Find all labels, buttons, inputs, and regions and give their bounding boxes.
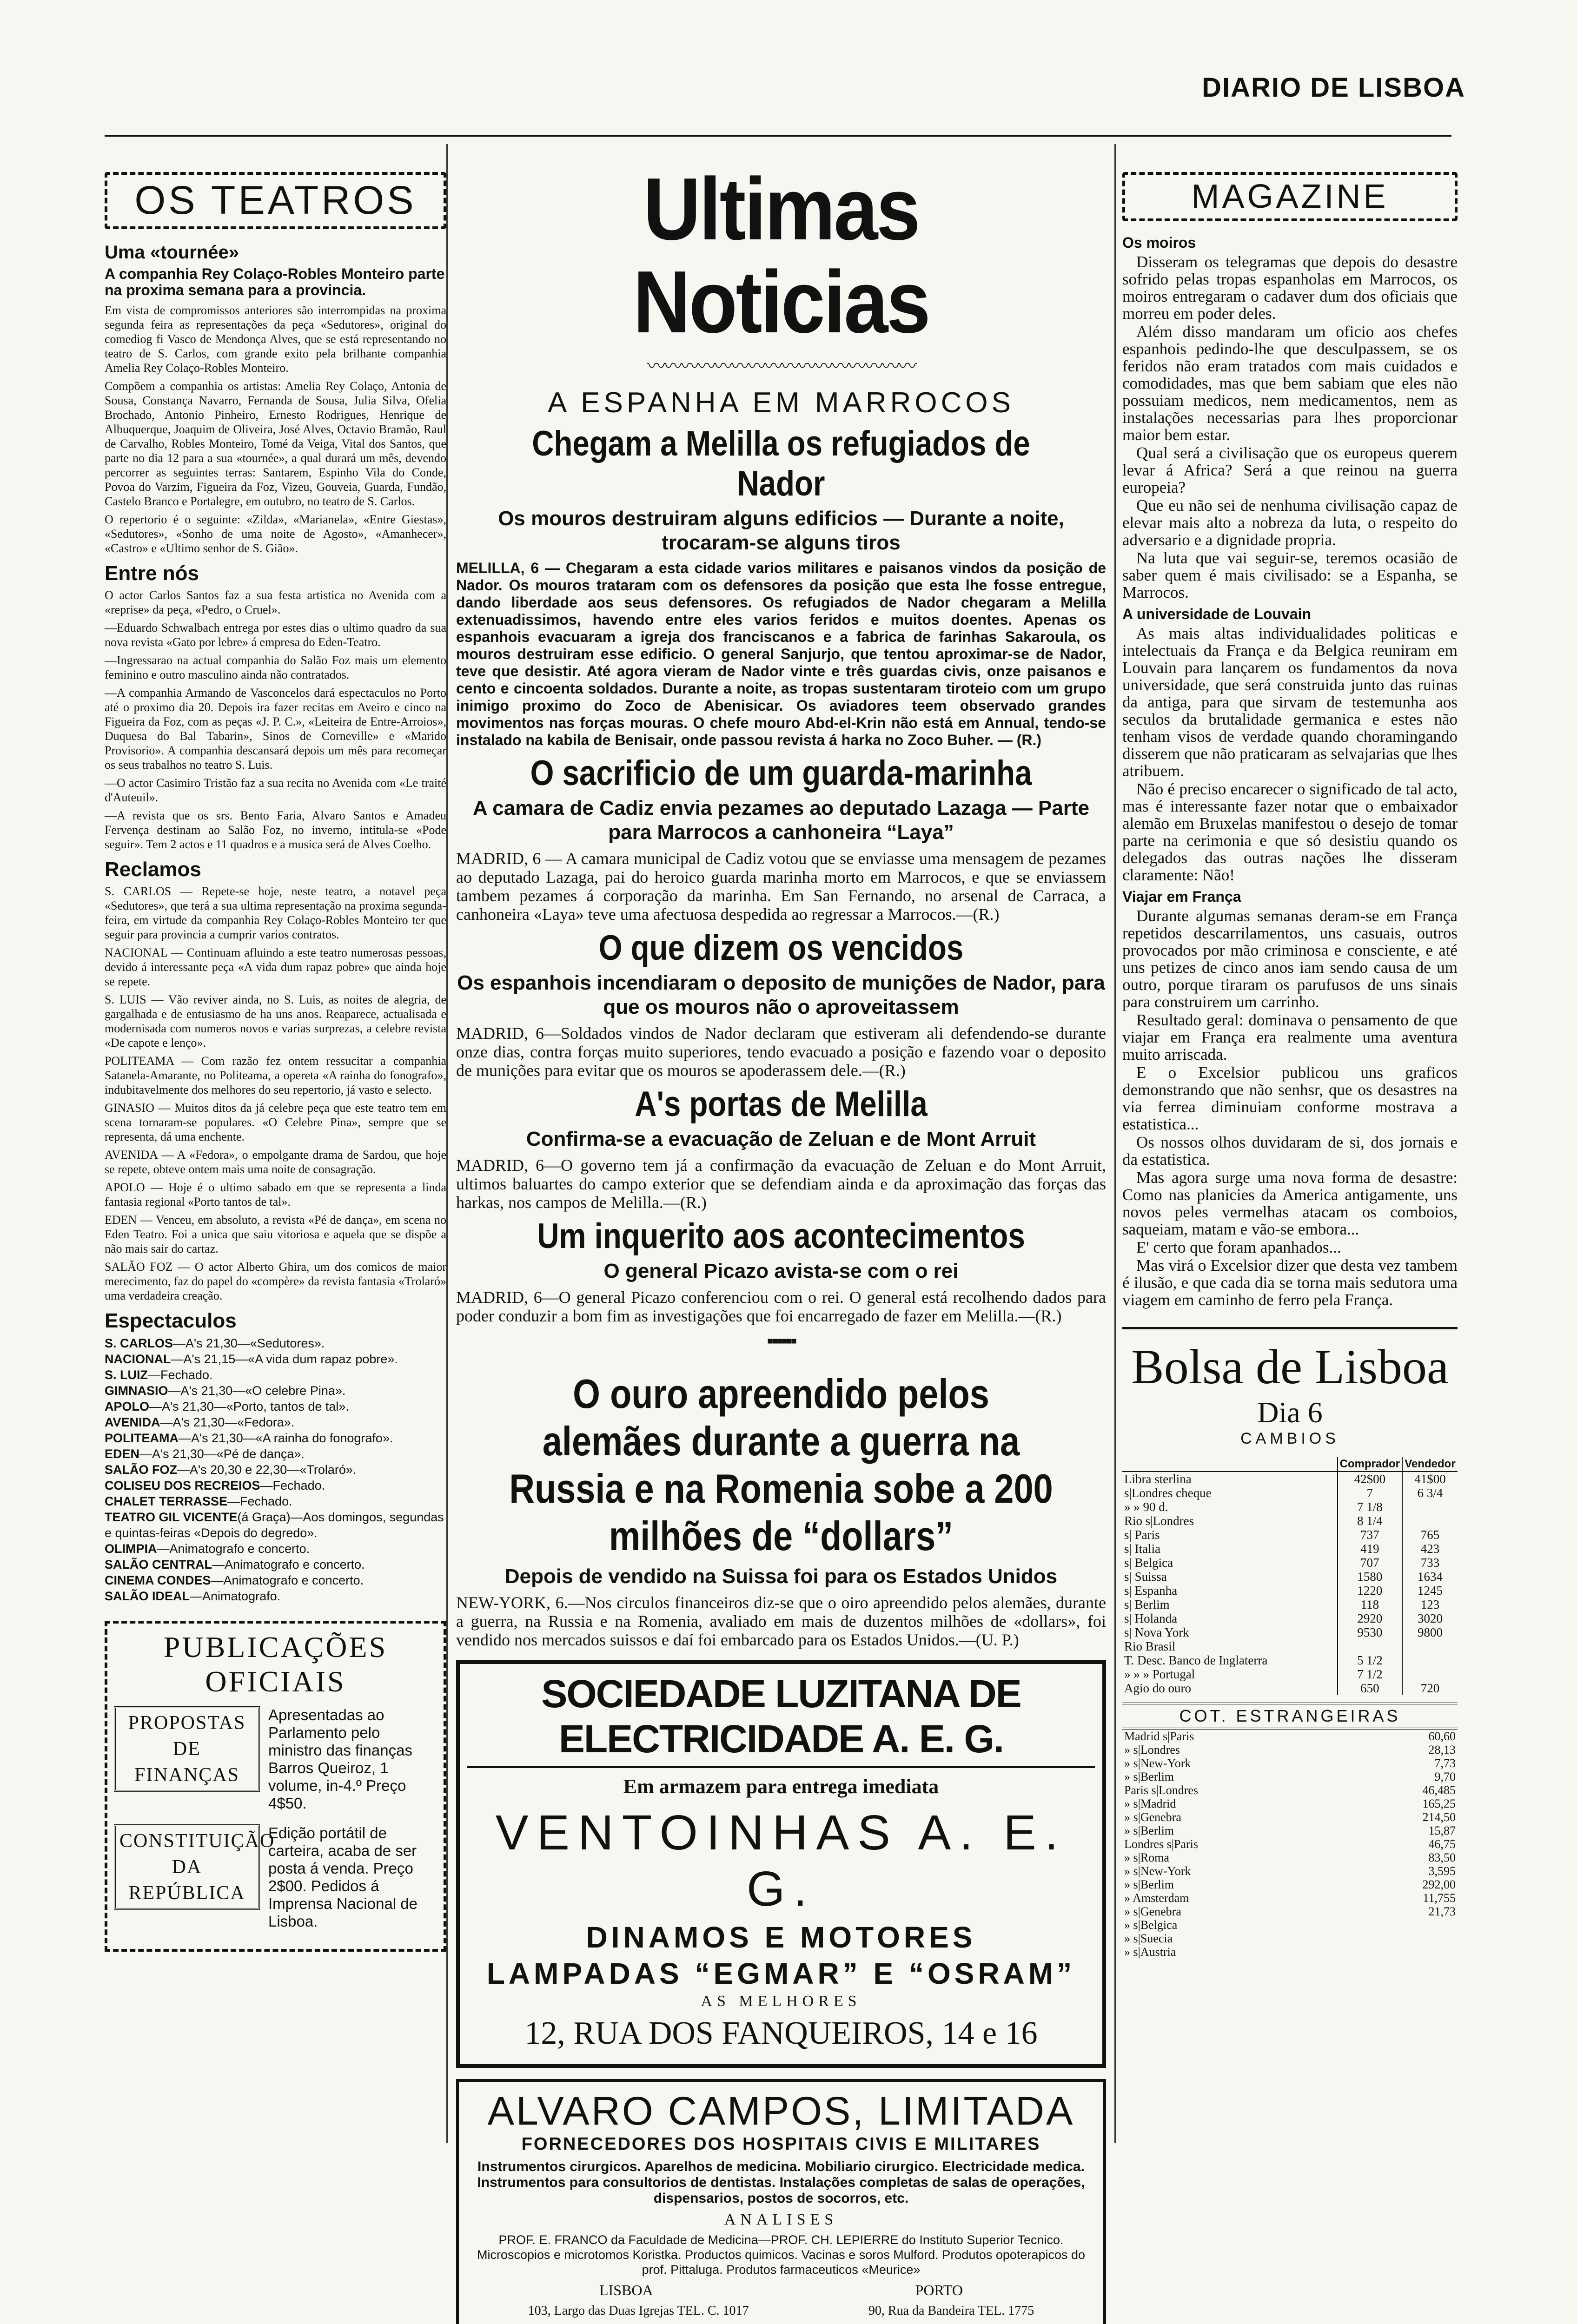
- cambios-header-vendedor: Vendedor: [1402, 1457, 1458, 1472]
- espectaculo-venue: OLIMPIA: [105, 1542, 157, 1556]
- ad-electricidade-lampadas: LAMPADAS “EGMAR” E “OSRAM”: [486, 1957, 1076, 1990]
- espectaculo-venue: CHALET TERRASSE: [105, 1494, 228, 1508]
- cambio-vendedor: 1634: [1402, 1570, 1458, 1584]
- ad-electricidade-dinamos: DINAMOS E MOTORES: [586, 1921, 976, 1954]
- espectaculo-details: —A's 21,15—«A vida dum rapaz pobre».: [171, 1352, 398, 1366]
- espectaculo-item: [105, 1541, 446, 1557]
- cambio-row: [1122, 1500, 1458, 1514]
- cot-row: [1122, 1837, 1458, 1851]
- espectaculo-item: [105, 1335, 446, 1351]
- espectaculo-venue: NACIONAL: [105, 1352, 171, 1366]
- publicacoes-box: [105, 1621, 446, 1952]
- cot-row: [1122, 1770, 1458, 1783]
- cot-label: » Amsterdam: [1124, 1891, 1189, 1905]
- espectaculo-venue: AVENIDA: [105, 1415, 160, 1429]
- cambio-comprador: 650: [1338, 1681, 1402, 1695]
- cambio-label: s| Paris: [1124, 1528, 1160, 1542]
- cot-label: » s|Berlim: [1124, 1878, 1174, 1891]
- ad-alvaro-subtitle: FORNECEDORES DOS HOSPITAIS CIVIS E MILITARES: [521, 2134, 1041, 2154]
- cot-label: » s|Genebra: [1124, 1905, 1181, 1918]
- reclamo-paragraph: NACIONAL — Continuam afluindo a este teatro numerosas pessoas, devido á interessante peça «A vida dum rapaz pobre» que ainda hoje se repete.: [105, 946, 446, 988]
- cambio-label: s| Nova York: [1124, 1625, 1189, 1639]
- publicacoes-heading: PUBLICAÇÕES OFICIAIS: [163, 1631, 388, 1698]
- subheadline-portas-melilla: Confirma-se a evacuação de Zeluan e de Mont Arruit: [526, 1128, 1036, 1150]
- cambio-comprador: 118: [1338, 1598, 1402, 1611]
- espectaculo-item: [105, 1367, 446, 1383]
- right-column: [1116, 144, 1458, 2143]
- cot-row: [1122, 1783, 1458, 1797]
- cambio-comprador: [1338, 1639, 1402, 1653]
- reclamo-paragraph: AVENIDA — A «Fedora», o empolgante drama de Sardou, que hoje se repete, obteve ontem mais uma noite de consagração.: [105, 1148, 446, 1176]
- espectaculo-item: [105, 1351, 446, 1367]
- cot-label: » s|Belgica: [1124, 1918, 1178, 1932]
- espectaculo-item: [105, 1493, 446, 1509]
- ad-electricidade-address: 12, RUA DOS FANQUEIROS, 14 e 16: [524, 2015, 1038, 2051]
- espectaculo-details: —A's 21,30—«Pé de dança».: [139, 1447, 305, 1461]
- cambio-vendedor: 123: [1402, 1598, 1458, 1611]
- espectaculo-item: [105, 1572, 446, 1588]
- middle-column: [446, 144, 1116, 2318]
- bolsa-title: Bolsa de Lisboa: [1122, 1327, 1458, 1395]
- cambio-comprador: 5 1/2: [1338, 1653, 1402, 1667]
- publication-label: CONSTITUIÇÃO DA REPÚBLICA: [114, 1824, 260, 1910]
- article-inquerito: MADRID, 6—O general Picazo conferenciou com o rei. O general está recolhendo dados para poder conduzir a bom fim as investigações que foi encarregado de fazer em Melilla.—(R.): [456, 1288, 1106, 1325]
- tourne-paragraph: Compõem a companhia os artistas: Amelia Rey Colaço, Antonia de Sousa, Constança Navarro, Fernanda de Sousa, Julia Silva, Ofelia Brochado, Antonio Pinheiro, Ernesto Rodrigues, Henrique de Albuquerque, Joaquim de Oliveira, José Alves, Octavio Bramão, Raul de Carvalho, Robles Monteiro, Tomé da Veiga, Vital dos Santos, que parte no dia 12 para a sua «tournée», a qual durará um mês, devendo percorrer as seguintes terras: Santarem, Espinho Vila do Conde, Povoa do Varzim, Figueira da Foz, Vizeu, Gouveia, Guarda, Fundão, Castelo Branco e Portalegre, em outubro, no teatro de S. Carlos.: [105, 379, 446, 508]
- cambio-label: s| Holanda: [1124, 1611, 1178, 1625]
- tourne-subheading: A companhia Rey Colaço-Robles Monteiro parte na proxima semana para a provincia.: [105, 265, 445, 298]
- cambio-vendedor: 1245: [1402, 1584, 1458, 1598]
- ad-electricidade: [456, 1660, 1106, 2068]
- entre-nos-paragraph: —Ingressarao na actual companhia do Salão Foz mais um elemento feminino e outro masculino ainda não contratados.: [105, 654, 446, 681]
- tourne-paragraph: O repertorio é o seguinte: «Zilda», «Marianela», «Entre Giestas», «Sedutores», «Sonho de uma noite de Agosto», «Amanhecer», «Castro» e «Ultimo senhor de S. Gião».: [105, 513, 446, 555]
- publication-item: [114, 1706, 437, 1812]
- cot-row: [1122, 1730, 1458, 1743]
- publication-label: PROPOSTAS DE FINANÇAS: [114, 1706, 260, 1792]
- masthead: DIARIO DE LISBOA: [1202, 73, 1465, 103]
- espectaculo-details: —A's 21,30—«Fedora».: [160, 1415, 295, 1429]
- top-rule: [105, 135, 1451, 137]
- cambio-label: s| Suissa: [1124, 1570, 1167, 1584]
- cot-value: 60,60: [1428, 1730, 1456, 1743]
- espectaculo-venue: S. CARLOS: [105, 1336, 173, 1350]
- cambios-header-blank: [1122, 1457, 1338, 1472]
- article-melilla: MELILLA, 6 — Chegaram a esta cidade varios militares e paisanos vindos da posição de Nador. Os mouros trataram com os defensores da posição que esta lhe fosse entregue, dando liberdade aos seus defensores. Os refugiados de Nador chegaram a Melilla extenuadissimos, havendo entre eles varios feridos e muitos doentes. Apenas os espanhois evacuaram a igreja dos franciscanos e a fabrica de farinhas Sakaroula, os mouros destruiram esse edificio. O general Sanjurjo, que tentou aproximar-se de Nador, teve que desistir. Até agora vieram de Nador vinte e três guardas civis, onze paisanos e cento e cincoenta soldados. Durante a noite, as tropas sustentaram tiroteio com um grupo inimigo proximo do Zoco de Abenisicar. Os aviadores teem observado grandes movimentos nas forças mouras. O chefe mouro Abd-el-Krin não está em Annual, tendo-se instalado na kabila de Benisair, onde passou revista á harka no Zoco Buher. — (R.): [456, 560, 1106, 748]
- headline-ouro: O ouro apreendido pelos alemães durante a guerra na Russia e na Romenia sobe a 200 milhões de “dollars”: [509, 1371, 1053, 1559]
- cambio-vendedor: 765: [1402, 1528, 1458, 1542]
- cambio-comprador: 7 1/8: [1338, 1500, 1402, 1514]
- cambio-label: T. Desc. Banco de Inglaterra: [1124, 1653, 1268, 1667]
- louvain-heading: A universidade de Louvain: [1122, 606, 1312, 622]
- cambio-vendedor: 423: [1402, 1542, 1458, 1556]
- espectaculo-venue: SALÃO IDEAL: [105, 1589, 190, 1603]
- cambio-vendedor: [1402, 1500, 1458, 1514]
- espectaculo-venue: S. LUIZ: [105, 1368, 148, 1382]
- ad-electricidade-line: Em armazem para entrega imediata: [623, 1775, 939, 1798]
- moiros-paragraph: Disseram os telegramas que depois do desastre sofrido pelas tropas espanholas em Marrocos, os moiros entregaram o cadaver dum dos oficiais que morreu em poder deles.: [1122, 253, 1458, 323]
- cambio-comprador: 7: [1338, 1486, 1402, 1500]
- tourne-paragraph: Em vista de compromissos anteriores são interrompidas na proxima segunda feira as representações da peça «Sedutores», original do comediog fi Vasco de Mendonça Alves, que se está representando no teatro de S. Carlos, com grande exito pela brilhante companhia Amelia Rey Colaço-Robles Monteiro.: [105, 304, 446, 375]
- viajar-paragraph: Resultado geral: dominava o pensamento de que viajar em França era realmente uma aventura muito arriscada.: [1122, 1011, 1458, 1063]
- cot-row: [1122, 1797, 1458, 1810]
- tourne-heading: Uma «tournée»: [105, 242, 239, 263]
- cambio-comprador: 9530: [1338, 1625, 1402, 1639]
- cot-value: 28,13: [1428, 1743, 1456, 1756]
- cot-label: » s|Berlim: [1124, 1770, 1174, 1783]
- viajar-paragraph: Mas agora surge uma nova forma de desastre: Como nas planicies da America antigamente, uns novos peles vermelhas atacam os comboios, saqueiam, matam e vão-se embora...: [1122, 1169, 1458, 1238]
- cambio-label: s| Berlim: [1124, 1598, 1170, 1611]
- espectaculo-venue: APOLO: [105, 1400, 150, 1413]
- espectaculo-venue: TEATRO GIL VICENTE: [105, 1510, 238, 1524]
- espectaculo-item: [105, 1399, 446, 1414]
- headline-inquerito: Um inquerito aos acontecimentos: [537, 1216, 1025, 1256]
- cot-value: 7,73: [1434, 1756, 1456, 1770]
- cot-label: » s|Austria: [1124, 1945, 1176, 1959]
- cot-row: [1122, 1756, 1458, 1770]
- cambios-table: [1122, 1457, 1458, 1695]
- article-vencidos: MADRID, 6—Soldados vindos de Nador declaram que estiveram ali defendendo-se durante onze dias, contra forças muito superiores, tendo evacuado a posição e fazendo voar o deposito de munições para evitar que os mouros se apoderassem dele.—(R.): [456, 1024, 1106, 1080]
- espectaculo-details: —Animatografo.: [190, 1589, 281, 1603]
- espectaculo-item: [105, 1462, 446, 1478]
- bolsa-day: Dia 6: [1257, 1396, 1323, 1429]
- ad-electricidade-ventoinhas: VENTOINHAS A. E. G.: [495, 1805, 1067, 1916]
- cot-value: 9,70: [1434, 1770, 1456, 1783]
- cot-row: [1122, 1932, 1458, 1945]
- subheadline-ouro: Depois de vendido na Suissa foi para os Estados Unidos: [504, 1565, 1058, 1588]
- entre-nos-paragraph: —O actor Casimiro Tristão faz a sua recita no Avenida com «Le traité d'Auteuil».: [105, 776, 446, 804]
- cot-value: [1398, 1932, 1458, 1945]
- cambio-comprador: 1580: [1338, 1570, 1402, 1584]
- cambio-label: Libra sterlina: [1124, 1472, 1192, 1486]
- espectaculo-details: —A's 21,30—«Sedutores».: [173, 1336, 325, 1350]
- moiros-paragraph: Na luta que vai seguir-se, teremos ocasião de saber quem é mais civilisado: se a Espanha, se Marrocos.: [1122, 549, 1458, 601]
- moiros-paragraph: Além disso mandaram um oficio aos chefes espanhois pedindo-lhe que desculpassem, se os feridos não eram tratados com mais cuidados e comodidades, mas que bem sabiam que eles não possuiam medicos, nem medicamentos, nem as instalações necessarias para lhes proporcionar maior bem estar.: [1122, 323, 1458, 444]
- section-title-teatros: OS TEATROS: [105, 172, 446, 229]
- reclamos-heading: Reclamos: [105, 858, 201, 881]
- cambio-comprador: 2920: [1338, 1611, 1402, 1625]
- espectaculo-details: —Animatografo e concerto.: [211, 1573, 364, 1587]
- espectaculo-details: —Fechado.: [148, 1368, 213, 1382]
- cambio-label: » » 90 d.: [1124, 1500, 1168, 1514]
- subheadline-inquerito: O general Picazo avista-se com o rei: [603, 1260, 959, 1282]
- cambio-label: s| Belgica: [1124, 1556, 1173, 1570]
- espectaculo-details: —Fechado.: [260, 1479, 325, 1492]
- cot-label: » s|Suecia: [1124, 1932, 1173, 1945]
- espectaculo-details: —A's 20,30 e 22,30—«Trolaró».: [177, 1463, 357, 1477]
- article-guarda-marinha: MADRID, 6 — A camara municipal de Cadiz votou que se enviasse uma mensagem de pezames ao deputado Lazaga, pai do heroico guarda marinha morto em Marrocos, e que se enviassem tambem pezames á corporação da marinha. Em San Fernando, no arsenal de Carraca, a canhoneira «Laya» teve uma afectuosa despedida ao regressar a Marrocos.—(R.): [456, 849, 1106, 924]
- cambio-label: Rio Brasil: [1124, 1639, 1176, 1653]
- cambio-label: s| Italia: [1124, 1542, 1161, 1556]
- cot-label: » s|Genebra: [1124, 1810, 1181, 1824]
- cambio-row: [1122, 1584, 1458, 1598]
- cambio-label: s| Espanha: [1124, 1584, 1178, 1598]
- cambio-vendedor: 3020: [1402, 1611, 1458, 1625]
- cot-value: [1398, 1918, 1458, 1932]
- cambio-row: [1122, 1639, 1458, 1653]
- ad-alvaro-address: 103, Largo das Duas Igrejas TEL. C. 1017: [528, 2304, 749, 2318]
- cambio-row: [1122, 1611, 1458, 1625]
- viajar-paragraph: Os nossos olhos duvidaram de si, dos jornais e da estatistica.: [1122, 1133, 1458, 1169]
- subheadline-melilla: Os mouros destruiram alguns edificios — Durante a noite, trocaram-se alguns tiros: [498, 507, 1064, 554]
- espectaculo-details: —Animatografo e concerto.: [157, 1542, 310, 1556]
- cot-value: 46,75: [1428, 1837, 1456, 1851]
- cot-value: 21,73: [1428, 1905, 1456, 1918]
- cot-label: » s|Londres: [1124, 1743, 1180, 1756]
- cambio-comprador: 419: [1338, 1542, 1402, 1556]
- subheadline-vencidos: Os espanhois incendiaram o deposito de munições de Nador, para que os mouros não o aproveitassem: [457, 971, 1105, 1018]
- ad-electricidade-title: SOCIEDADE LUZITANA DE ELECTRICIDADE A. E. G.: [467, 1671, 1095, 1768]
- cambio-comprador: 8 1/4: [1338, 1514, 1402, 1528]
- ad-alvaro-campos: [456, 2079, 1106, 2324]
- cot-row: [1122, 1945, 1458, 1959]
- cambio-row: [1122, 1556, 1458, 1570]
- reclamo-paragraph: POLITEAMA — Com razão fez ontem ressucitar a companhia Satanela-Amarante, no Politeama, a opereta «A rainha do fonografo», indubitavelmente dos melhores do seu repertorio, já vasto e selecto.: [105, 1054, 446, 1096]
- ad-electricidade-melhores: AS MELHORES: [701, 1993, 861, 2010]
- cot-value: 214,50: [1422, 1810, 1456, 1824]
- cambio-row: [1122, 1472, 1458, 1486]
- moiros-paragraph: Que eu não sei de nenhuma civilisação capaz de elevar mais alto a nobreza da luta, o respeito do adversario e a dignidade propria.: [1122, 496, 1458, 549]
- cambio-vendedor: [1402, 1667, 1458, 1681]
- cambio-label: s|Londres cheque: [1124, 1486, 1212, 1500]
- entre-nos-paragraph: —Eduardo Schwalbach entrega por estes dias o ultimo quadro da sua nova revista «Gato por lebre» á empresa do Eden-Teatro.: [105, 621, 446, 649]
- espectaculo-venue: COLISEU DOS RECREIOS: [105, 1479, 260, 1492]
- louvain-paragraph: Não é preciso encarecer o significado de tal acto, mas é interessante fazer notar que o embaixador alemão em Bruxelas manifestou o desejo de tomar parte na cerimonia e que só desistiu quando os delegados das outras nações lhe disseram claramente: Não!: [1122, 780, 1458, 884]
- section-title-magazine: MAGAZINE: [1122, 172, 1458, 221]
- wave-divider: 〰〰〰〰〰〰〰〰〰〰〰〰〰〰〰〰: [647, 356, 915, 376]
- ad-alvaro-address: 90, Rua da Bandeira TEL. 1775: [868, 2304, 1034, 2318]
- cot-row: [1122, 1743, 1458, 1756]
- espectaculo-item: [105, 1430, 446, 1446]
- espectaculo-item: [105, 1383, 446, 1399]
- espectaculo-details: —Fechado.: [227, 1494, 292, 1508]
- cambio-label: » » » Portugal: [1124, 1667, 1195, 1681]
- ad-alvaro-city: LISBOA: [599, 2282, 653, 2298]
- ad-alvaro-analises: ANALISES: [724, 2211, 838, 2228]
- cambio-vendedor: 6 3/4: [1402, 1486, 1458, 1500]
- cambio-comprador: 737: [1338, 1528, 1402, 1542]
- cambio-row: [1122, 1625, 1458, 1639]
- espectaculo-details: (á Graça)—Aos domingos, segundas e quintas-feiras «Depois do degredo».: [105, 1510, 444, 1540]
- ad-alvaro-body: Instrumentos cirurgicos. Aparelhos de medicina. Mobiliario cirurgico. Electricidade medica. Instrumentos para consultorios de dentistas. Instalações completas de salas de operações, dispensarios, postos de socorros, etc.: [477, 2159, 1085, 2206]
- espectaculo-venue: POLITEAMA: [105, 1431, 179, 1445]
- publication-item: [114, 1824, 437, 1930]
- reclamo-paragraph: S. LUIS — Vão reviver ainda, no S. Luis, as noites de alegria, de gargalhada e de entusiasmo de ha uns anos. Reaparece, actualisada e modernisada com numeros novos e varias surprezas, a celebre revista «De capote e lenço».: [105, 993, 446, 1050]
- cambio-vendedor: [1402, 1653, 1458, 1667]
- cot-value: 165,25: [1422, 1797, 1456, 1810]
- entre-nos-paragraph: —A revista que os srs. Bento Faria, Alvaro Santos e Amadeu Fervença destinam ao Salão Foz, no inverno, intitula-se «Pode seguir». Tem 2 actos e 11 quadros e a musica será de Alves Coelho.: [105, 809, 446, 851]
- espectaculo-venue: EDEN: [105, 1447, 140, 1461]
- espectaculo-details: —A's 21,30—«O celebre Pina».: [168, 1384, 346, 1398]
- viajar-paragraph: E o Excelsior publicou uns graficos demonstrando que não senhsr, que os desastres na via ferrea diminuiam conforme mostrava a estatistica...: [1122, 1063, 1458, 1133]
- entre-nos-paragraph: —A companhia Armando de Vasconcelos dará espectaculos no Porto até o proximo dia 20. Depois ira fazer recitas em Aveiro e cinco na Figueira da Foz, com as peças «J. P. C.», «Leiteira de Entre-Arroios», Duquesa do Bal Tabarin», Sinos de Corneville» e «Marido Provisorio». A companhia descansará depois um mês para recomeçar os seus trabalhos no teatro S. Luis.: [105, 686, 446, 772]
- cambio-row: [1122, 1486, 1458, 1500]
- cot-label: Londres s|Paris: [1124, 1837, 1199, 1851]
- cambio-row: [1122, 1653, 1458, 1667]
- cambio-vendedor: 733: [1402, 1556, 1458, 1570]
- article-ouro: NEW-YORK, 6.—Nos circulos financeiros diz-se que o oiro apreendido pelos alemães, durante a guerra, na Russia e na Romenia, avaliado em mais de duzentos milhões de «dollars», foi vendido nos mercados suissos e daí foi embarcado para os Estados Unidos.—(U. P.): [456, 1593, 1106, 1649]
- espectaculo-item: [105, 1414, 446, 1430]
- cambio-row: [1122, 1514, 1458, 1528]
- cot-row: [1122, 1851, 1458, 1864]
- cambio-label: Agio do ouro: [1124, 1681, 1191, 1695]
- cambio-row: [1122, 1542, 1458, 1556]
- cot-label: » s|Roma: [1124, 1851, 1169, 1864]
- cot-row: [1122, 1824, 1458, 1837]
- espectaculo-details: —A's 21,30—«A rainha do fonografo».: [179, 1431, 393, 1445]
- viajar-paragraph: Mas virá o Excelsior dizer que desta vez tambem é ilusão, e que cada dia se torna mais sedutora uma viagem em caminho de ferro pela França.: [1122, 1256, 1458, 1309]
- cambio-comprador: 42$00: [1338, 1472, 1402, 1486]
- cot-value: 83,50: [1428, 1851, 1456, 1864]
- cot-value: 3,595: [1428, 1864, 1456, 1878]
- moiros-heading: Os moiros: [1122, 234, 1196, 251]
- louvain-paragraph: As mais altas individualidades politicas e intelectuais da França e da Belgica reuniram em Louvain para lançarem os fundamentos da nova universidade, que será construida junto das ruinas da antiga, para que sirvam de testemunha aos seculos da brutalidade germanica e estes não tenham visos de verdade quando choramingando disserem que não praticaram as selvajarias que lhes atribuem.: [1122, 624, 1458, 780]
- cot-label: » s|New-York: [1124, 1756, 1191, 1770]
- cot-label: » s|New-York: [1124, 1864, 1191, 1878]
- viajar-heading: Viajar em França: [1122, 888, 1241, 905]
- cambio-vendedor: [1402, 1639, 1458, 1653]
- cambio-vendedor: 720: [1402, 1681, 1458, 1695]
- cambios-header-comprador: Comprador: [1338, 1457, 1402, 1472]
- espectaculo-item: [105, 1478, 446, 1493]
- cambio-row: [1122, 1528, 1458, 1542]
- reclamo-paragraph: S. CARLOS — Repete-se hoje, neste teatro, a notavel peça «Sedutores», que terá a sua ultima representação na proxima segunda-feira, em virtude da companhia Rey Colaço-Robles Monteiro ter que seguir para provincia a cumprir varios contratos.: [105, 885, 446, 941]
- entre-nos-heading: Entre nós: [105, 562, 199, 585]
- espectaculos-heading: Espectaculos: [105, 1309, 237, 1332]
- reclamo-paragraph: GINASIO — Muitos ditos da já celebre peça que este teatro tem em scena tornaram-se populares. «O Celebre Pina», sempre que se representa, dá uma enchente.: [105, 1101, 446, 1143]
- espectaculo-item: [105, 1446, 446, 1462]
- cambio-row: [1122, 1667, 1458, 1681]
- cot-label: » s|Madrid: [1124, 1797, 1176, 1810]
- espectaculo-venue: SALÃO FOZ: [105, 1463, 177, 1477]
- espectaculo-venue: SALÃO CENTRAL: [105, 1558, 212, 1571]
- espectaculo-details: —A's 21,30—«Porto, tantos de tal».: [149, 1400, 349, 1413]
- viajar-paragraph: E' certo que foram apanhados...: [1136, 1238, 1341, 1256]
- left-column: [105, 144, 446, 2143]
- espectaculo-item: [105, 1509, 446, 1541]
- section-title-espanha: A ESPANHA EM MARROCOS: [547, 387, 1015, 419]
- headline-melilla: Chegam a Melilla os refugiados de Nador: [532, 424, 1030, 503]
- cot-row: [1122, 1810, 1458, 1824]
- cot-row: [1122, 1878, 1458, 1891]
- cot-value: 15,87: [1428, 1824, 1456, 1837]
- cot-label: Paris s|Londres: [1124, 1783, 1199, 1797]
- subheadline-guarda-marinha: A camara de Cadiz envia pezames ao deputado Lazaga — Parte para Marrocos a canhoneira “Laya”: [472, 797, 1090, 844]
- reclamo-paragraph: SALÃO FOZ — O actor Alberto Ghira, um dos comicos de maior merecimento, faz do papel do «compère» da revista fantasia «Trolaró» uma verdadeira creação.: [105, 1260, 446, 1302]
- headline-portas-melilla: A's portas de Melilla: [635, 1084, 928, 1124]
- divider: ▪▪▪▪▪▪: [767, 1330, 795, 1351]
- cot-value: 46,485: [1422, 1783, 1456, 1797]
- ad-alvaro-city: PORTO: [915, 2282, 963, 2298]
- cot-row: [1122, 1864, 1458, 1878]
- cot-label: » s|Berlim: [1124, 1824, 1174, 1837]
- cambio-vendedor: [1402, 1514, 1458, 1528]
- ad-alvaro-cities: [468, 2282, 1094, 2299]
- main-title: Ultimas Noticias: [633, 160, 929, 351]
- cambio-comprador: 7 1/2: [1338, 1667, 1402, 1681]
- publication-text: Apresentadas ao Parlamento pelo ministro das finanças Barros Queiroz, 1 volume, in-4.º Preço 4$50.: [268, 1706, 412, 1812]
- cot-estrangeiras-heading: COT. ESTRANGEIRAS: [1122, 1703, 1458, 1730]
- espectaculo-details: —Animatografo e concerto.: [212, 1558, 365, 1571]
- headline-guarda-marinha: O sacrificio de um guarda-marinha: [530, 753, 1032, 793]
- cot-row: [1122, 1905, 1458, 1918]
- cot-row: [1122, 1891, 1458, 1905]
- cot-label: Madrid s|Paris: [1124, 1730, 1194, 1743]
- cambio-comprador: 1220: [1338, 1584, 1402, 1598]
- espectaculo-item: [105, 1557, 446, 1572]
- cambio-comprador: 707: [1338, 1556, 1402, 1570]
- moiros-paragraph: Qual será a civilisação que os europeus querem levar á Africa? Será a que reinou na guerra europeia?: [1122, 444, 1458, 496]
- cot-value: 11,755: [1423, 1891, 1456, 1905]
- ad-alvaro-title: ALVARO CAMPOS, LIMITADA: [487, 2089, 1075, 2133]
- cambio-vendedor: 9800: [1402, 1625, 1458, 1639]
- ad-alvaro-small: PROF. E. FRANCO da Faculdade de Medicina—PROF. CH. LEPIERRE do Instituto Superior Tecnico. Microscopios e microtomos Koristka. Productos quimicos. Vacinas e soros Mulford. Produtos opoterapicos do prof. Pittaluga. Produtos farmaceuticos «Meurice»: [477, 2233, 1086, 2277]
- article-portas-melilla: MADRID, 6—O governo tem já a confirmação da evacuação de Zeluan e do Mont Arruit, ultimos baluartes do campo exterior que se defendiam ainda e da aproximação das forças das harkas, nos campos de Melilla.—(R.): [456, 1156, 1106, 1212]
- cambio-vendedor: 41$00: [1402, 1472, 1458, 1486]
- cot-value: [1398, 1945, 1458, 1959]
- cot-estrangeiras-table: [1122, 1730, 1458, 1959]
- viajar-paragraph: Durante algumas semanas deram-se em França repetidos descarrilamentos, uns casuais, outros provocados por mão criminosa e consciente, e até uns petizes de cinco anos iam sendo causa de um outro, porque tiraram os parufusos de uns sinais para construirem um carrinho.: [1122, 907, 1458, 1011]
- cambio-label: Rio s|Londres: [1124, 1514, 1194, 1528]
- bolsa-cambios-heading: CAMBIOS: [1240, 1430, 1339, 1447]
- cambio-row: [1122, 1681, 1458, 1695]
- reclamo-paragraph: EDEN — Venceu, em absoluto, a revista «Pé de dança», em scena no Eden Teatro. Foi a unica que saiu vitoriosa e aquela que se dispõe a não mais sair do cartaz.: [105, 1213, 446, 1255]
- headline-vencidos: O que dizem os vencidos: [598, 928, 964, 968]
- entre-nos-paragraph: O actor Carlos Santos faz a sua festa artistica no Avenida com a «reprise» da peça, «Pedro, o Cruel».: [105, 588, 446, 616]
- reclamo-paragraph: APOLO — Hoje é o ultimo sabado em que se representa a linda fantasia regional «Porto tantos de tal».: [105, 1181, 446, 1208]
- cambio-row: [1122, 1598, 1458, 1611]
- espectaculo-venue: GIMNASIO: [105, 1384, 168, 1398]
- ad-alvaro-addresses: [468, 2304, 1094, 2318]
- espectaculos-list: [105, 1335, 446, 1604]
- cambio-row: [1122, 1570, 1458, 1584]
- cot-row: [1122, 1918, 1458, 1932]
- publication-text: Edição portátil de carteira, acaba de ser posta á venda. Preço 2$00. Pedidos á Imprensa Nacional de Lisboa.: [268, 1824, 418, 1930]
- espectaculo-item: [105, 1588, 446, 1604]
- espectaculo-venue: CINEMA CONDES: [105, 1573, 211, 1587]
- cot-value: 292,00: [1422, 1878, 1456, 1891]
